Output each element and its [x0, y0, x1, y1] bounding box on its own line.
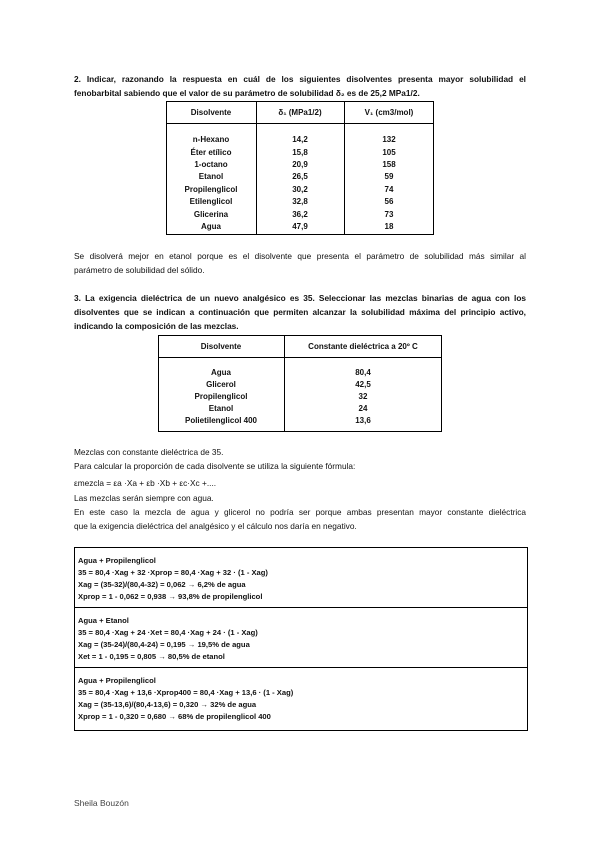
col-header: Disolvente — [158, 335, 284, 358]
col-header: δ₁ (MPa1/2) — [256, 101, 344, 124]
calc-solvent-fraction: Xprop = 1 - 0,062 = 0,938 → 93,8% de propilenglicol — [78, 592, 263, 601]
cell-constant: 80,4 — [355, 368, 371, 377]
cell-delta: 36,2 — [292, 209, 308, 219]
q2-answer-line2: parámetro de solubilidad del sólido. — [74, 265, 205, 275]
q3-text-glycerol-line2: que la exigencia dieléctrica del analgésico y el cálculo nos daría en negativo. — [74, 521, 357, 531]
calc-title: Agua + Propilenglicol — [78, 676, 156, 685]
cell-solvent: Etanol — [208, 404, 234, 413]
cell-volume: 74 — [384, 184, 394, 194]
calculation-boxes — [74, 547, 528, 731]
calc-equation: 35 = 80,4 ·Xag + 32 ·Xprop = 80,4 ·Xag + 32 · (1 - Xag) — [78, 568, 268, 577]
box-divider — [75, 607, 527, 608]
cell-solvent: 1-octano — [194, 159, 228, 169]
table-border — [166, 101, 434, 235]
cell-solvent: Éter etílico — [190, 147, 232, 157]
cell-delta: 47,9 — [292, 221, 308, 231]
cell-volume: 59 — [384, 172, 394, 182]
calc-solvent-fraction: Xet = 1 - 0,195 = 0,805 → 80,5% de etanol — [78, 652, 225, 661]
cell-delta: 20,9 — [292, 159, 308, 169]
col-header: V₁ (cm3/mol) — [344, 101, 434, 124]
cell-volume: 132 — [382, 135, 396, 145]
cell-constant: 42,5 — [355, 380, 371, 389]
q3-statement-line1: 3. La exigencia dieléctrica de un nuevo analgésico es 35. Seleccionar las mezclas binarias de agua con los — [74, 293, 526, 303]
box-divider — [75, 667, 527, 668]
cell-volume: 73 — [384, 209, 394, 219]
cell-solvent: Glicerol — [206, 380, 236, 389]
cell-solvent: Agua — [211, 368, 231, 377]
q3-statement-line2: disolventes que se indican a continuación que permiten alcanzar la solubilidad máxima del principio activo, — [74, 307, 526, 317]
q3-text-glycerol-line1: En este caso la mezcla de agua y glicerol no podría ser porque ambas presentan mayor constante dieléctrica — [74, 507, 526, 517]
q3-text-mixtures: Mezclas con constante dieléctrica de 35. — [74, 447, 224, 457]
cell-volume: 105 — [382, 147, 396, 157]
cell-delta: 30,2 — [292, 184, 308, 194]
col-divider — [344, 101, 345, 235]
calc-water-fraction: Xag = (35-32)/(80,4-32) = 0,062 → 6,2% de agua — [78, 580, 246, 589]
calc-equation: 35 = 80,4 ·Xag + 24 ·Xet = 80,4 ·Xag + 24 · (1 - Xag) — [78, 628, 258, 637]
q2-statement-line1: 2. Indicar, razonando la respuesta en cuál de los siguientes disolventes presenta mayor solubilidad el — [74, 74, 526, 84]
col-header: Constante dieléctrica a 20º C — [284, 335, 442, 358]
cell-solvent: Propilenglicol — [194, 392, 248, 401]
calc-water-fraction: Xag = (35-24)/(80,4-24) = 0,195 → 19,5% de agua — [78, 640, 250, 649]
calc-equation: 35 = 80,4 ·Xag + 13,6 ·Xprop400 = 80,4 ·Xag + 13,6 · (1 - Xag) — [78, 688, 294, 697]
calc-water-fraction: Xag = (35-13,6)/(80,4-13,6) = 0,320 → 32% de agua — [78, 700, 257, 709]
cell-delta: 32,8 — [292, 197, 308, 207]
table-border — [158, 335, 442, 432]
cell-constant: 13,6 — [355, 416, 371, 425]
calc-title: Agua + Propilenglicol — [78, 556, 156, 565]
q2-answer-line1: Se disolverá mejor en etanol porque es el disolvente que presenta el parámetro de solubilidad más similar al — [74, 251, 526, 261]
q2-statement-line2: fenobarbital sabiendo que el valor de su parámetro de solubilidad δ₂ es de 25,2 MPa1/2. — [74, 88, 420, 98]
q3-text-water: Las mezclas serán siempre con agua. — [74, 493, 214, 503]
cell-delta: 26,5 — [292, 172, 308, 182]
cell-solvent: Etilenglicol — [189, 197, 233, 207]
cell-volume: 158 — [382, 159, 396, 169]
calc-solvent-fraction: Xprop = 1 - 0,320 = 0,680 → 68% de propilenglicol 400 — [78, 712, 271, 721]
cell-solvent: Glicerina — [193, 209, 229, 219]
calc-title: Agua + Etanol — [78, 616, 129, 625]
cell-solvent: Agua — [201, 221, 221, 231]
cell-solvent: Etanol — [198, 172, 224, 182]
col-divider — [284, 335, 285, 432]
cell-solvent: n-Hexano — [192, 135, 230, 145]
author-footer: Sheila Bouzón — [74, 798, 129, 808]
cell-solvent: Propilenglicol — [184, 184, 238, 194]
q3-text-formula-intro: Para calcular la proporción de cada disolvente se utiliza la siguiente fórmula: — [74, 461, 356, 471]
q3-statement-line3: indicando la composición de las mezclas. — [74, 321, 239, 331]
cell-delta: 14,2 — [292, 135, 308, 145]
cell-delta: 15,8 — [292, 147, 308, 157]
cell-constant: 24 — [358, 404, 368, 413]
cell-volume: 56 — [384, 197, 394, 207]
cell-volume: 18 — [384, 221, 394, 231]
col-divider — [256, 101, 257, 235]
col-header: Disolvente — [166, 101, 256, 124]
cell-solvent: Polietilenglicol 400 — [184, 416, 258, 425]
cell-constant: 32 — [358, 392, 368, 401]
q3-formula: εmezcla = εa ·Xa + εb ·Xb + εc·Xc +.... — [74, 478, 217, 488]
